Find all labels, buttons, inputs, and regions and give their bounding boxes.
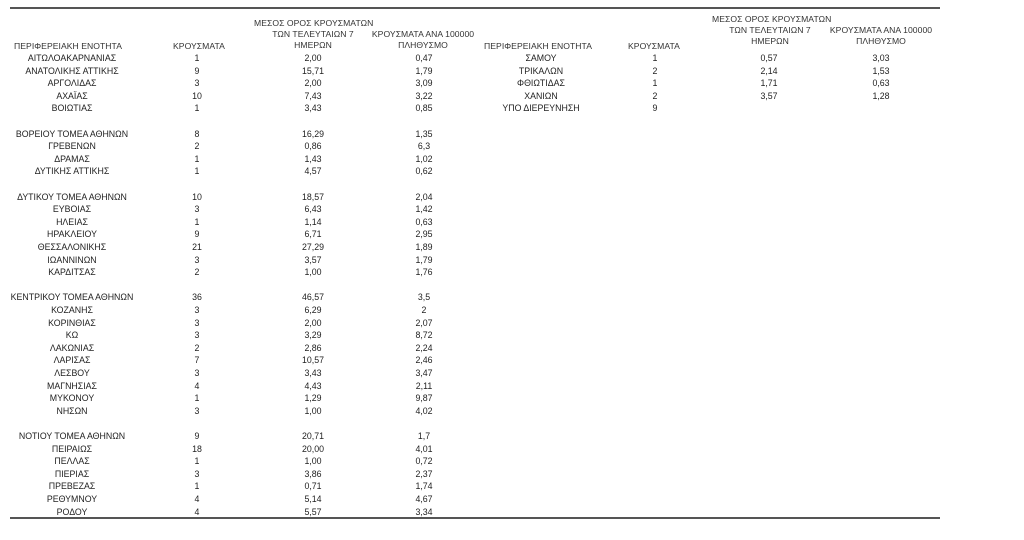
region-name: ΑΝΑΤΟΛΙΚΗΣ ΑΤΤΙΚΗΣ	[25, 66, 119, 76]
cases-per-100k-value: 2,04	[415, 192, 433, 202]
cases-value: 8	[194, 129, 200, 139]
seven-day-average-value: 2,00	[304, 53, 322, 63]
cases-value: 1	[194, 103, 200, 113]
seven-day-average-value: 20,71	[301, 431, 325, 441]
cases-per-100k-value: 2,37	[415, 469, 433, 479]
cases-value: 36	[192, 292, 202, 302]
region-name: ΣΑΜΟΥ	[525, 53, 557, 63]
cases-value: 4	[194, 507, 200, 517]
cases-per-100k-value: 1,7	[417, 431, 431, 441]
seven-day-average-value: 1,29	[304, 393, 322, 403]
cases-per-100k-value: 1,53	[872, 66, 890, 76]
seven-day-average-value: 15,71	[301, 66, 325, 76]
region-name: ΜΑΓΝΗΣΙΑΣ	[47, 381, 97, 391]
bottom-rule	[10, 517, 940, 519]
cases-per-100k-value: 2,95	[415, 229, 433, 239]
region-name: ΗΛΕΙΑΣ	[56, 217, 88, 227]
cases-value: 1	[194, 217, 200, 227]
seven-day-average-value: 2,14	[760, 66, 778, 76]
cases-value: 1	[194, 456, 200, 466]
region-name: ΠΡΕΒΕΖΑΣ	[48, 481, 96, 491]
cases-value: 9	[194, 66, 200, 76]
region-name: ΘΕΣΣΑΛΟΝΙΚΗΣ	[37, 242, 107, 252]
cases-value: 2	[194, 141, 200, 151]
left-header-per100k: ΚΡΟΥΣΜΑΤΑ ΑΝΑ 100000 ΠΛΗΘΥΣΜΟ	[371, 29, 475, 50]
cases-per-100k-value: 3,03	[872, 53, 890, 63]
cases-value: 1	[194, 481, 200, 491]
seven-day-average-value: 2,00	[304, 318, 322, 328]
cases-per-100k-value: 0,47	[415, 53, 433, 63]
region-name: ΜΥΚΟΝΟΥ	[49, 393, 95, 403]
seven-day-average-value: 10,57	[301, 355, 325, 365]
cases-value: 10	[192, 192, 202, 202]
cases-per-100k-value: 1,42	[415, 204, 433, 214]
cases-per-100k-value: 0,63	[872, 78, 890, 88]
cases-value: 1	[194, 154, 200, 164]
cases-value: 3	[194, 305, 200, 315]
region-name: ΛΕΣΒΟΥ	[54, 368, 90, 378]
cases-value: 18	[192, 444, 202, 454]
cases-value: 1	[652, 78, 658, 88]
region-name: ΓΡΕΒΕΝΩΝ	[48, 141, 96, 151]
seven-day-average-value: 6,29	[304, 305, 322, 315]
region-name: ΚΟΡΙΝΘΙΑΣ	[48, 318, 96, 328]
cases-per-100k-value: 1,74	[415, 481, 433, 491]
right-header-avg: ΜΕΣΟΣ ΟΡΟΣ ΚΡΟΥΣΜΑΤΩΝ ΤΩΝ ΤΕΛΕΥΤΑΙΩΝ 7 ΗΜΕΡΩΝ	[712, 14, 832, 46]
region-name: ΤΡΙΚΑΛΩΝ	[518, 66, 564, 76]
seven-day-average-value: 3,29	[304, 330, 322, 340]
seven-day-average-value: 3,57	[760, 91, 778, 101]
seven-day-average-value: 1,43	[304, 154, 322, 164]
cases-value: 2	[194, 267, 200, 277]
region-name: ΠΕΛΛΑΣ	[54, 456, 90, 466]
cases-value: 3	[194, 469, 200, 479]
region-name: ΚΑΡΔΙΤΣΑΣ	[48, 267, 96, 277]
region-name: ΛΑΡΙΣΑΣ	[53, 355, 91, 365]
cases-per-100k-value: 2,24	[415, 343, 433, 353]
cases-per-100k-value: 1,02	[415, 154, 433, 164]
cases-per-100k-value: 2,11	[415, 381, 433, 391]
cases-value: 1	[194, 53, 200, 63]
top-rule	[10, 7, 940, 9]
seven-day-average-value: 4,43	[304, 381, 322, 391]
seven-day-average-value: 7,43	[304, 91, 322, 101]
cases-value: 9	[194, 431, 200, 441]
cases-per-100k-value: 2	[421, 305, 427, 315]
cases-per-100k-value: 6,3	[417, 141, 431, 151]
seven-day-average-value: 18,57	[301, 192, 325, 202]
seven-day-average-value: 0,57	[760, 53, 778, 63]
right-header-per100k: ΚΡΟΥΣΜΑΤΑ ΑΝΑ 100000 ΠΛΗΘΥΣΜΟ	[829, 25, 933, 46]
seven-day-average-value: 3,86	[304, 469, 322, 479]
left-header-region: ΠΕΡΙΦΕΡΕΙΑΚΗ ΕΝΟΤΗΤΑ	[14, 41, 122, 51]
cases-value: 3	[194, 318, 200, 328]
region-name: ΡΟΔΟΥ	[56, 507, 88, 517]
cases-value: 3	[194, 78, 200, 88]
cases-value: 3	[194, 255, 200, 265]
seven-day-average-value: 2,86	[304, 343, 322, 353]
cases-per-100k-value: 3,22	[415, 91, 433, 101]
seven-day-average-value: 6,71	[304, 229, 322, 239]
cases-value: 2	[652, 91, 658, 101]
seven-day-average-value: 1,71	[760, 78, 778, 88]
seven-day-average-value: 1,00	[304, 267, 322, 277]
cases-per-100k-value: 8,72	[415, 330, 433, 340]
cases-value: 2	[652, 66, 658, 76]
cases-per-100k-value: 1,28	[872, 91, 890, 101]
cases-value: 4	[194, 381, 200, 391]
region-name: ΡΕΘΥΜΝΟΥ	[46, 494, 98, 504]
region-name: ΑΡΓΟΛΙΔΑΣ	[47, 78, 97, 88]
cases-per-100k-value: 9,87	[415, 393, 433, 403]
seven-day-average-value: 3,57	[304, 255, 322, 265]
cases-value: 1	[194, 393, 200, 403]
cases-per-100k-value: 0,85	[415, 103, 433, 113]
region-name: ΚΟΖΑΝΗΣ	[51, 305, 93, 315]
cases-value: 1	[194, 166, 200, 176]
region-name: ΒΟΡΕΙΟΥ ΤΟΜΕΑ ΑΘΗΝΩΝ	[15, 129, 129, 139]
cases-value: 7	[194, 355, 200, 365]
seven-day-average-value: 27,29	[301, 242, 325, 252]
cases-value: 9	[194, 229, 200, 239]
region-name: ΝΗΣΩΝ	[56, 406, 88, 416]
cases-per-100k-value: 2,46	[415, 355, 433, 365]
right-header-cases: ΚΡΟΥΣΜΑΤΑ	[628, 41, 680, 51]
region-name: ΠΕΙΡΑΙΩΣ	[51, 444, 93, 454]
cases-per-100k-value: 0,63	[415, 217, 433, 227]
cases-value: 3	[194, 368, 200, 378]
cases-per-100k-value: 1,35	[415, 129, 433, 139]
cases-per-100k-value: 4,01	[415, 444, 433, 454]
cases-value: 3	[194, 204, 200, 214]
region-name: ΔΡΑΜΑΣ	[54, 154, 90, 164]
left-header-cases: ΚΡΟΥΣΜΑΤΑ	[173, 41, 225, 51]
region-name: ΛΑΚΩΝΙΑΣ	[49, 343, 95, 353]
seven-day-average-value: 3,43	[304, 368, 322, 378]
seven-day-average-value: 0,86	[304, 141, 322, 151]
region-name: ΔΥΤΙΚΟΥ ΤΟΜΕΑ ΑΘΗΝΩΝ	[17, 192, 127, 202]
seven-day-average-value: 0,71	[304, 481, 322, 491]
region-name: ΕΥΒΟΙΑΣ	[52, 204, 92, 214]
cases-per-100k-value: 3,5	[417, 292, 431, 302]
cases-per-100k-value: 2,07	[415, 318, 433, 328]
cases-per-100k-value: 3,47	[415, 368, 433, 378]
cases-value: 4	[194, 494, 200, 504]
region-name: ΙΩΑΝΝΙΝΩΝ	[47, 255, 97, 265]
cases-value: 1	[652, 53, 658, 63]
cases-per-100k-value: 1,89	[415, 242, 433, 252]
left-header-avg: ΜΕΣΟΣ ΟΡΟΣ ΚΡΟΥΣΜΑΤΩΝ ΤΩΝ ΤΕΛΕΥΤΑΙΩΝ 7 ΗΜΕΡΩΝ	[254, 18, 374, 50]
cases-value: 3	[194, 330, 200, 340]
seven-day-average-value: 6,43	[304, 204, 322, 214]
cases-per-100k-value: 4,02	[415, 406, 433, 416]
region-name: ΚΩ	[65, 330, 79, 340]
cases-per-100k-value: 0,72	[415, 456, 433, 466]
region-name: ΦΘΙΩΤΙΔΑΣ	[517, 78, 565, 88]
region-name: ΔΥΤΙΚΗΣ ΑΤΤΙΚΗΣ	[34, 166, 110, 176]
cases-value: 10	[192, 91, 202, 101]
seven-day-average-value: 5,14	[304, 494, 322, 504]
region-name: ΠΙΕΡΙΑΣ	[54, 469, 90, 479]
cases-per-100k-value: 1,79	[415, 66, 433, 76]
cases-per-100k-value: 1,79	[415, 255, 433, 265]
seven-day-average-value: 1,00	[304, 406, 322, 416]
cases-per-100k-value: 4,67	[415, 494, 433, 504]
region-name: ΒΟΙΩΤΙΑΣ	[51, 103, 93, 113]
seven-day-average-value: 20,00	[301, 444, 325, 454]
cases-value: 2	[194, 343, 200, 353]
seven-day-average-value: 5,57	[304, 507, 322, 517]
right-header-region: ΠΕΡΙΦΕΡΕΙΑΚΗ ΕΝΟΤΗΤΑ	[484, 41, 592, 51]
cases-value: 3	[194, 406, 200, 416]
region-name: ΥΠΟ ΔΙΕΡΕΥΝΗΣΗ	[502, 103, 580, 113]
region-name: ΚΕΝΤΡΙΚΟΥ ΤΟΜΕΑ ΑΘΗΝΩΝ	[10, 292, 134, 302]
seven-day-average-value: 46,57	[301, 292, 325, 302]
cases-per-100k-value: 3,09	[415, 78, 433, 88]
seven-day-average-value: 1,14	[304, 217, 322, 227]
cases-per-100k-value: 3,34	[415, 507, 433, 517]
seven-day-average-value: 2,00	[304, 78, 322, 88]
cases-per-100k-value: 0,62	[415, 166, 433, 176]
region-name: ΗΡΑΚΛΕΙΟΥ	[47, 229, 97, 239]
cases-per-100k-value: 1,76	[415, 267, 433, 277]
cases-value: 21	[192, 242, 202, 252]
region-name: ΑΧΑΪΑΣ	[56, 91, 88, 101]
region-name: ΝΟΤΙΟΥ ΤΟΜΕΑ ΑΘΗΝΩΝ	[18, 431, 126, 441]
cases-value: 9	[652, 103, 658, 113]
region-name: ΑΙΤΩΛΟΑΚΑΡΝΑΝΙΑΣ	[27, 53, 117, 63]
seven-day-average-value: 3,43	[304, 103, 322, 113]
seven-day-average-value: 4,57	[304, 166, 322, 176]
seven-day-average-value: 16,29	[301, 129, 325, 139]
region-name: ΧΑΝΙΩΝ	[524, 91, 558, 101]
seven-day-average-value: 1,00	[304, 456, 322, 466]
